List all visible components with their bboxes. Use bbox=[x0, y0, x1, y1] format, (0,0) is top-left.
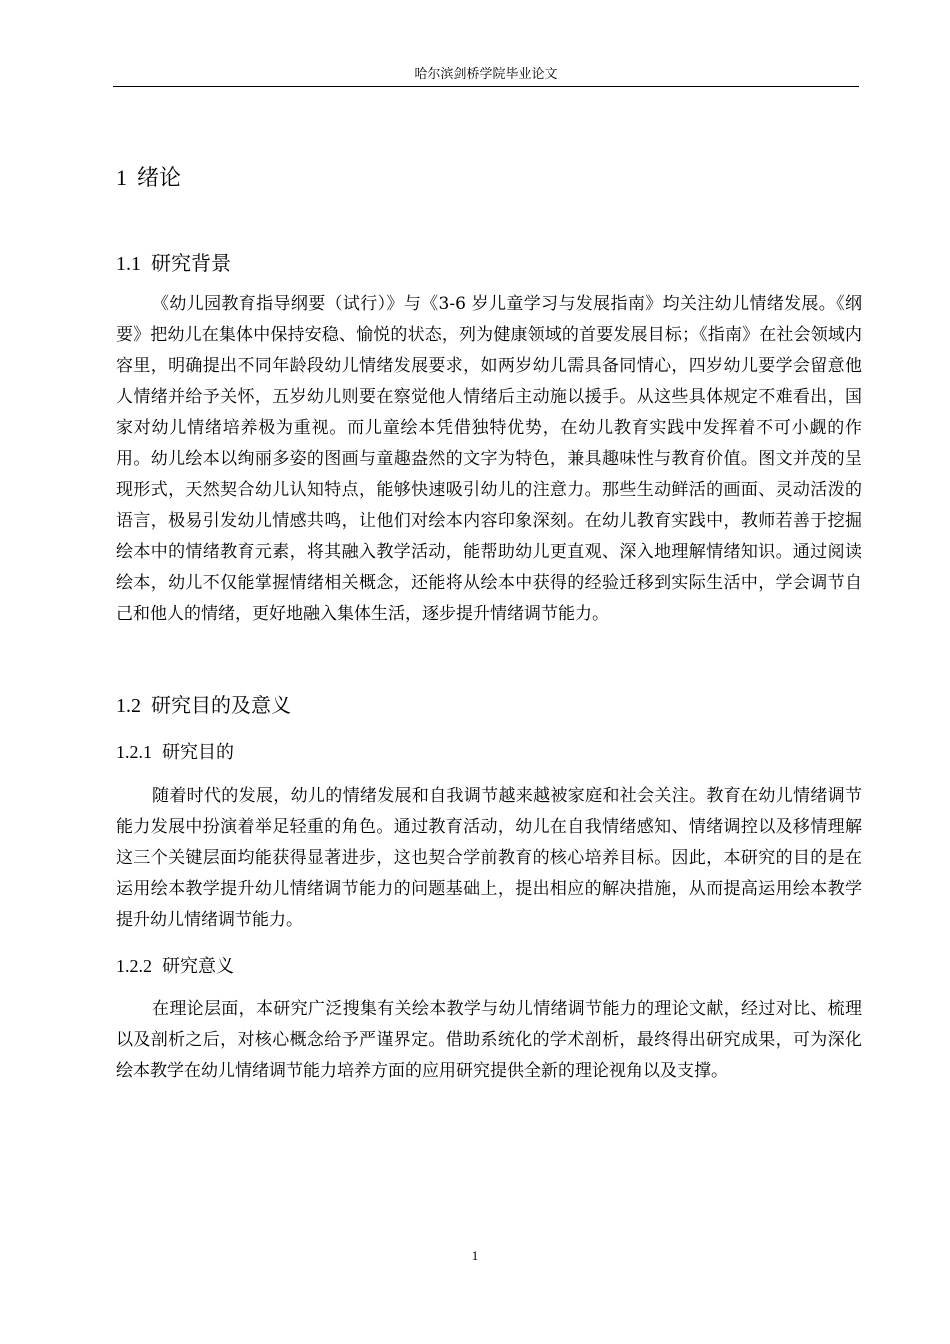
subsection-number: 1.2.2 bbox=[116, 956, 152, 976]
section-1-2-2-heading bbox=[116, 952, 234, 981]
subsection-title: 研究意义 bbox=[162, 956, 234, 977]
section-title: 研究目的及意义 bbox=[151, 693, 291, 717]
chapter-title: 绪论 bbox=[137, 166, 182, 191]
section-title: 研究背景 bbox=[151, 251, 231, 275]
purpose-paragraph: 随着时代的发展，幼儿的情绪发展和自我调节越来越被家庭和社会关注。教育在幼儿情绪调节能力发展中扮演着举足轻重的角色。通过教育活动，幼儿在自我情绪感知、情绪调控以及移情理解这三个关键层面均能获得显著进步，这也契合学前教育的核心培养目标。因此，本研究的目的是在运用绘本教学提升幼儿情绪调节能力的问题基础上，提出相应的解决措施，从而提高运用绘本教学提升幼儿情绪调节能力。 bbox=[116, 786, 862, 930]
chapter-number: 1 bbox=[116, 165, 127, 190]
subsection-number: 1.2.1 bbox=[116, 742, 152, 762]
page-number: 1 bbox=[471, 1248, 479, 1263]
background-paragraph: 《幼儿园教育指导纲要（试行）》与《3-6 岁儿童学习与发展指南》均关注幼儿情绪发展。《纲要》把幼儿在集体中保持安稳、愉悦的状态，列为健康领域的首要发展目标；《指南》在社会领域内容里，明确提出不同年龄段幼儿情绪发展要求，如两岁幼儿需具备同情心，四岁幼儿要学会留意他人情绪并给予关怀，五岁幼儿则要在察觉他人情绪后主动施以援手。从这些具体规定不难看出，国家对幼儿情绪培养极为重视。而儿童绘本凭借独特优势，在幼儿教育实践中发挥着不可小觑的作用。幼儿绘本以绚丽多姿的图画与童趣盎然的文字为特色，兼具趣味性与教育价值。图文并茂的呈现形式，天然契合幼儿认知特点，能够快速吸引幼儿的注意力。那些生动鲜活的画面、灵动活泼的语言，极易引发幼儿情感共鸣，让他们对绘本内容印象深刻。在幼儿教育实践中，教师若善于挖掘绘本中的情绪教育元素，将其融入教学活动，能帮助幼儿更直观、深入地理解情绪知识。通过阅读绘本，幼儿不仅能掌握情绪相关概念，还能将从绘本中获得的经验迁移到实际生活中，学会调节自己和他人的情绪，更好地融入集体生活，逐步提升情绪调节能力。 bbox=[116, 294, 862, 624]
section-number: 1.2 bbox=[116, 695, 141, 717]
chapter-heading bbox=[116, 162, 181, 195]
subsection-title: 研究目的 bbox=[162, 742, 234, 763]
significance-paragraph: 在理论层面，本研究广泛搜集有关绘本教学与幼儿情绪调节能力的理论文献，经过对比、梳理以及剖析之后，对核心概念给予严谨界定。借助系统化的学术剖析，最终得出研究成果，可为深化绘本教学在幼儿情绪调节能力培养方面的应用研究提供全新的理论视角以及支撑。 bbox=[116, 999, 862, 1081]
section-number: 1.1 bbox=[116, 253, 141, 275]
running-header: 哈尔滨剑桥学院毕业论文 bbox=[113, 64, 859, 87]
section-1-2-heading bbox=[116, 690, 291, 721]
section-1-1-heading bbox=[116, 248, 231, 279]
section-1-2-1-heading bbox=[116, 738, 234, 767]
